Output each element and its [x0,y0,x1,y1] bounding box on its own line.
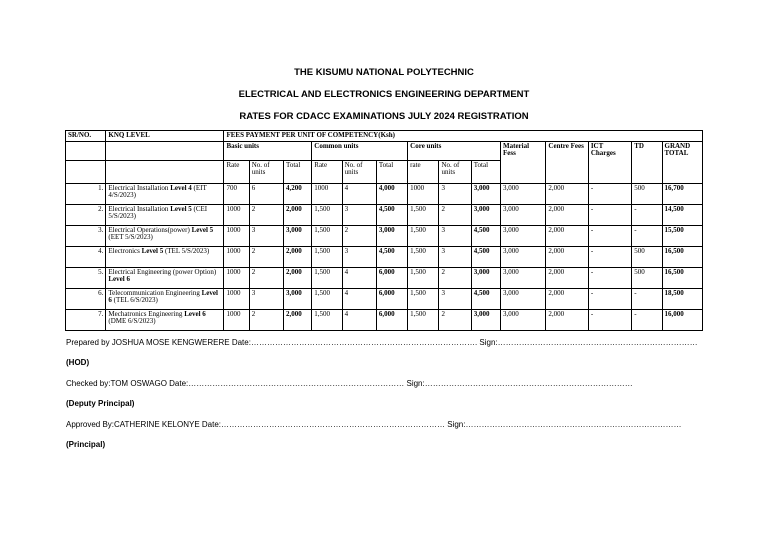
knq-level-cell [106,205,224,226]
common-total-cell: 4,500 [376,205,407,226]
knq-level-cell [106,289,224,310]
subheader-cell: Total [376,161,407,184]
grand-total-cell: 18,500 [662,289,703,310]
header-td: TD [632,142,662,184]
knq-code: (TEL 5/S/2023) [164,247,210,255]
knq-level-cell [106,310,224,331]
subheader-cell: No. of units [249,161,283,184]
grand-total-cell: 16,500 [662,247,703,268]
knq-code: (TEL 6/S/2023) [113,296,158,305]
subheader-cell: Rate [224,161,249,184]
common-rate-cell: 1,500 [312,226,342,247]
centre-fees-cell: 2,000 [546,205,588,226]
basic-units-cell: 2 [249,205,283,226]
td-cell: 500 [632,184,662,205]
common-rate-cell: 1,500 [312,268,342,289]
basic-units-cell: 6 [249,184,283,205]
table-header-row [66,142,703,161]
basic-total-cell: 2,000 [284,247,312,268]
ict-charges-cell: - [588,184,631,205]
subheader-cell: Total [284,161,312,184]
knq-level: Level 6 [108,289,218,305]
core-total-cell: 3,000 [471,205,500,226]
basic-rate-cell: 1000 [224,310,249,331]
material-fees-cell: 3,000 [501,310,546,331]
header-empty-cell [66,142,106,161]
sr-cell: 7. [66,310,106,331]
core-units-cell: 3 [439,184,471,205]
knq-level: Level 5 [141,247,164,255]
core-rate-cell: 1,500 [408,268,439,289]
td-cell: 500 [632,268,662,289]
header-knq-level: KNQ LEVEL [106,131,224,142]
knq-name: Mechatronics Engineering [108,310,183,318]
core-rate-cell: 1,500 [408,289,439,310]
sr-cell: 1. [66,184,106,205]
ict-charges-cell: - [588,310,631,331]
department-title: ELECTRICAL AND ELECTRONICS ENGINEERING DEPARTMENT [238,89,530,100]
knq-code: (EET 5/S/2023) [108,233,153,242]
common-rate-cell: 1,500 [312,310,342,331]
material-fees-cell: 3,000 [501,226,546,247]
core-units-cell: 3 [439,289,471,310]
institution-title: THE KISUMU NATIONAL POLYTECHNIC [294,67,474,78]
basic-total-cell: 2,000 [284,268,312,289]
core-rate-cell: 1000 [408,184,439,205]
core-total-cell: 3,000 [471,184,500,205]
core-units-cell: 2 [439,268,471,289]
common-total-cell: 3,000 [376,226,407,247]
knq-level-cell [106,268,224,289]
common-total-cell: 4,000 [376,184,407,205]
table-row [66,289,703,310]
core-rate-cell: 1,500 [408,205,439,226]
ict-charges-cell: - [588,247,631,268]
core-total-cell: 4,500 [471,289,500,310]
basic-rate-cell: 1000 [224,268,249,289]
header-empty-cell [66,161,106,184]
basic-rate-cell: 1000 [224,226,249,247]
knq-name: Electrical Installation [108,184,169,192]
common-units-cell: 4 [342,310,376,331]
centre-fees-cell: 2,000 [546,310,588,331]
grand-total-cell: 16,500 [662,268,703,289]
td-cell: - [632,310,662,331]
header-empty-cell [106,161,224,184]
centre-fees-cell: 2,000 [546,226,588,247]
basic-rate-cell: 700 [224,184,249,205]
basic-total-cell: 3,000 [284,226,312,247]
basic-rate-cell: 1000 [224,289,249,310]
ict-charges-cell: - [588,268,631,289]
knq-level-cell [106,184,224,205]
knq-level-cell [106,247,224,268]
td-cell: 500 [632,247,662,268]
knq-name: Electrical Operations(power) [108,226,190,234]
common-units-cell: 4 [342,289,376,310]
header-centre-fees: Centre Fees [546,142,588,184]
ict-charges-cell: - [588,289,631,310]
knq-name: Telecommunication Engineering [108,289,200,297]
grand-total-cell: 16,000 [662,310,703,331]
material-fees-cell: 3,000 [501,268,546,289]
ict-charges-cell: - [588,205,631,226]
centre-fees-cell: 2,000 [546,247,588,268]
core-rate-cell: 1,500 [408,226,439,247]
centre-fees-cell: 2,000 [546,289,588,310]
td-cell: - [632,226,662,247]
knq-name: Electrical Engineering (power Option) [108,268,217,276]
sr-cell: 6. [66,289,106,310]
sr-cell: 2. [66,205,106,226]
hod-label: (HOD) [66,358,90,367]
knq-level: Level 6 [184,310,206,318]
basic-units-cell: 2 [249,247,283,268]
basic-rate-cell: 1000 [224,205,249,226]
grand-total-cell: 15,500 [662,226,703,247]
td-cell: - [632,289,662,310]
knq-level: Level 4 [170,184,192,192]
material-fees-cell: 3,000 [501,184,546,205]
table-row [66,247,703,268]
centre-fees-cell: 2,000 [546,184,588,205]
subheader-cell: No. of units [342,161,376,184]
common-total-cell: 6,000 [376,289,407,310]
subheader-cell: No. of units [439,161,471,184]
subheader-cell: Rate [312,161,342,184]
header-core-units: Core units [408,142,501,161]
header-material-fees: Material Fess [501,142,546,184]
core-total-cell: 4,500 [471,247,500,268]
basic-total-cell: 2,000 [284,310,312,331]
common-total-cell: 6,000 [376,268,407,289]
centre-fees-cell: 2,000 [546,268,588,289]
sr-cell: 3. [66,226,106,247]
core-units-cell: 3 [439,226,471,247]
table-header-row [66,131,703,142]
grand-total-cell: 14,500 [662,205,703,226]
header-empty-cell [106,142,224,161]
common-units-cell: 4 [342,184,376,205]
basic-units-cell: 3 [249,226,283,247]
header-common-units: Common units [312,142,408,161]
header-basic-units: Basic units [224,142,312,161]
knq-name: Electronics [108,247,140,255]
core-rate-cell: 1,500 [408,247,439,268]
approved-by-line: Approved By:CATHERINE KELONYE Date:………………………………………………………………………… Sign:……………………………………………………………………… [66,420,682,429]
td-cell: - [632,205,662,226]
header-ict-charges: ICT Charges [588,142,631,184]
core-units-cell: 2 [439,205,471,226]
document-subtitle: RATES FOR CDACC EXAMINATIONS JULY 2024 REGISTRATION [239,111,529,122]
table-row [66,205,703,226]
core-total-cell: 3,000 [471,310,500,331]
common-units-cell: 4 [342,268,376,289]
common-rate-cell: 1000 [312,184,342,205]
common-total-cell: 4,500 [376,247,407,268]
core-units-cell: 2 [439,310,471,331]
deputy-principal-label: (Deputy Principal) [66,399,135,408]
knq-code: (CEI 5/S/2023) [108,205,208,221]
table-row [66,268,703,289]
common-units-cell: 3 [342,247,376,268]
header-srno: SR/NO. [66,131,106,142]
knq-name: Electrical Installation [108,205,169,213]
basic-units-cell: 2 [249,268,283,289]
common-rate-cell: 1,500 [312,247,342,268]
common-total-cell: 6,000 [376,310,407,331]
core-rate-cell: 1,500 [408,310,439,331]
knq-level: Level 5 [191,226,214,234]
material-fees-cell: 3,000 [501,205,546,226]
checked-by-line: Checked by:TOM OSWAGO Date:……………………………………………………………………… Sign:…………………………………………………………………… [66,379,633,388]
knq-level-cell [106,226,224,247]
header-grand-total: GRAND TOTAL [662,142,703,184]
basic-total-cell: 4,200 [284,184,312,205]
core-total-cell: 4,500 [471,226,500,247]
basic-total-cell: 3,000 [284,289,312,310]
basic-rate-cell: 1000 [224,247,249,268]
common-rate-cell: 1,500 [312,205,342,226]
material-fees-cell: 3,000 [501,289,546,310]
basic-total-cell: 2,000 [284,205,312,226]
header-fees-group: FEES PAYMENT PER UNIT OF COMPETENCY(Ksh) [224,131,703,142]
table-row [66,226,703,247]
knq-code: (DME 6/S/2023) [108,317,156,326]
core-total-cell: 3,000 [471,268,500,289]
sr-cell: 5. [66,268,106,289]
core-units-cell: 3 [439,247,471,268]
fees-table [65,130,703,331]
sr-cell: 4. [66,247,106,268]
prepared-by-line: Prepared by JOSHUA MOSE KENGWERERE Date:…………………………………………………………………………. Sign:………………………………………………………………… [66,338,698,347]
common-units-cell: 2 [342,226,376,247]
basic-units-cell: 2 [249,310,283,331]
knq-level: Level 5 [170,205,192,213]
basic-units-cell: 3 [249,289,283,310]
subheader-cell: rate [408,161,439,184]
common-units-cell: 3 [342,205,376,226]
subheader-cell: Total [471,161,500,184]
material-fees-cell: 3,000 [501,247,546,268]
common-rate-cell: 1,500 [312,289,342,310]
principal-label: (Principal) [66,440,106,449]
knq-code: (EIT 4/S/2023) [108,184,207,200]
table-row [66,310,703,331]
grand-total-cell: 16,700 [662,184,703,205]
knq-level: Level 6 [108,275,130,284]
table-row [66,184,703,205]
ict-charges-cell: - [588,226,631,247]
